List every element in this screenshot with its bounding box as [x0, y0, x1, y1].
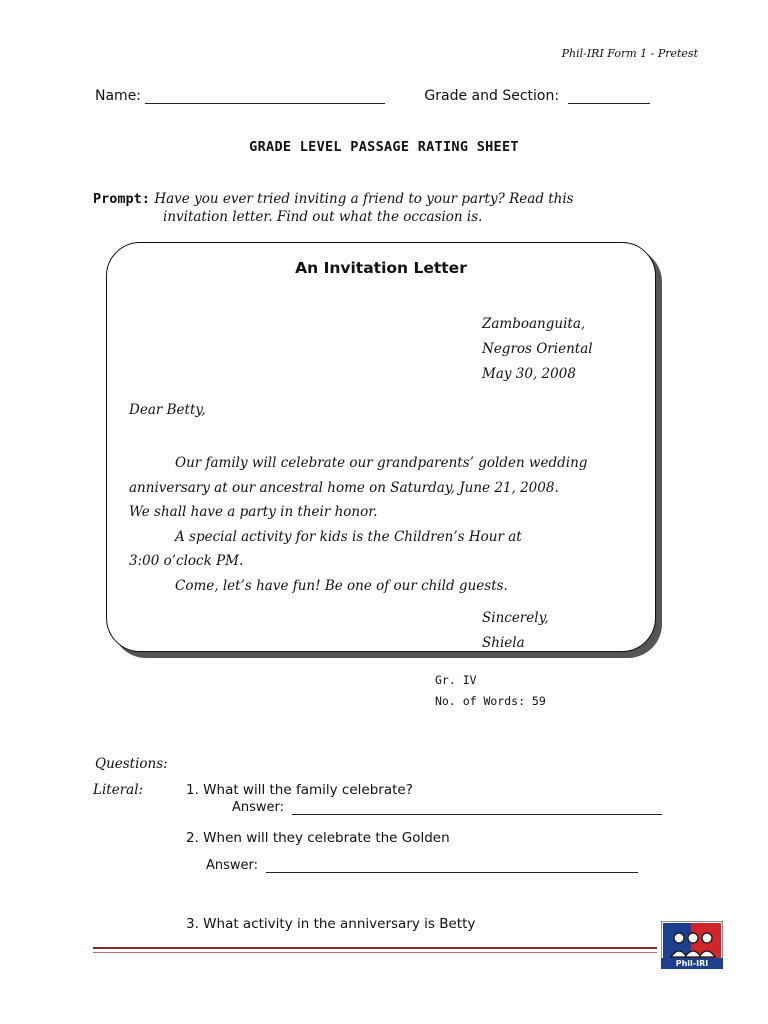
body-line: We shall have a party in their honor. — [129, 504, 378, 521]
phil-iri-logo — [661, 921, 723, 969]
prompt-line-2: invitation letter. Find out what the occasion is. — [163, 209, 483, 225]
student-info-row — [95, 88, 650, 104]
name-field[interactable] — [145, 89, 385, 104]
letter-title: An Invitation Letter — [295, 259, 467, 277]
question-2: 2. When will they celebrate the Golden — [186, 830, 450, 846]
closing: Sincerely, — [482, 610, 549, 626]
letter-signoff — [482, 606, 549, 656]
grade-section-label: Grade and Section: — [424, 88, 560, 104]
prompt-line-1: Have you ever tried inviting a friend to your party? Read this — [154, 191, 574, 207]
question-1: 1. What will the family celebrate? — [186, 782, 413, 798]
answer-row-1 — [232, 799, 662, 815]
answer-label: Answer: — [232, 800, 285, 815]
answer-label: Answer: — [206, 858, 259, 873]
sheet-title: GRADE LEVEL PASSAGE RATING SHEET — [249, 139, 519, 155]
name-label: Name: — [95, 88, 142, 104]
body-line: Our family will celebrate our grandparents’ golden wedding — [175, 455, 588, 471]
body-line: anniversary at our ancestral home on Saturday, June 21, 2008. — [129, 479, 559, 496]
question-3: 3. What activity in the anniversary is Betty — [186, 916, 476, 932]
letter-greeting: Dear Betty, — [129, 402, 206, 418]
footer-rule — [93, 947, 657, 949]
answer-field-2[interactable] — [266, 858, 638, 873]
word-count: No. of Words: 59 — [435, 694, 546, 708]
address-date: May 30, 2008 — [482, 366, 576, 382]
letter-body — [129, 451, 629, 599]
body-line: Come, let’s have fun! Be one of our child guests. — [175, 577, 508, 594]
answer-row-2 — [206, 857, 638, 873]
footer-rule-thin — [93, 952, 657, 953]
address-line: Zamboanguita, — [482, 316, 586, 332]
body-line: 3:00 o’clock PM. — [129, 553, 244, 570]
grade-section-field[interactable] — [568, 89, 650, 104]
prompt — [93, 190, 653, 226]
body-line: A special activity for kids is the Children’s Hour at — [175, 528, 522, 545]
letter-address — [482, 312, 593, 387]
prompt-label: Prompt: — [93, 191, 150, 207]
grade-level: Gr. IV — [435, 673, 477, 687]
signature: Shiela — [482, 635, 525, 651]
questions-heading: Questions: — [95, 756, 168, 772]
question-category: Literal: — [93, 782, 144, 798]
address-line: Negros Oriental — [482, 341, 593, 357]
logo-text: Phil-IRI — [661, 958, 723, 969]
passage-meta — [435, 670, 546, 712]
form-id: Phil-IRI Form 1 - Pretest — [561, 47, 698, 60]
answer-field-1[interactable] — [292, 800, 662, 815]
